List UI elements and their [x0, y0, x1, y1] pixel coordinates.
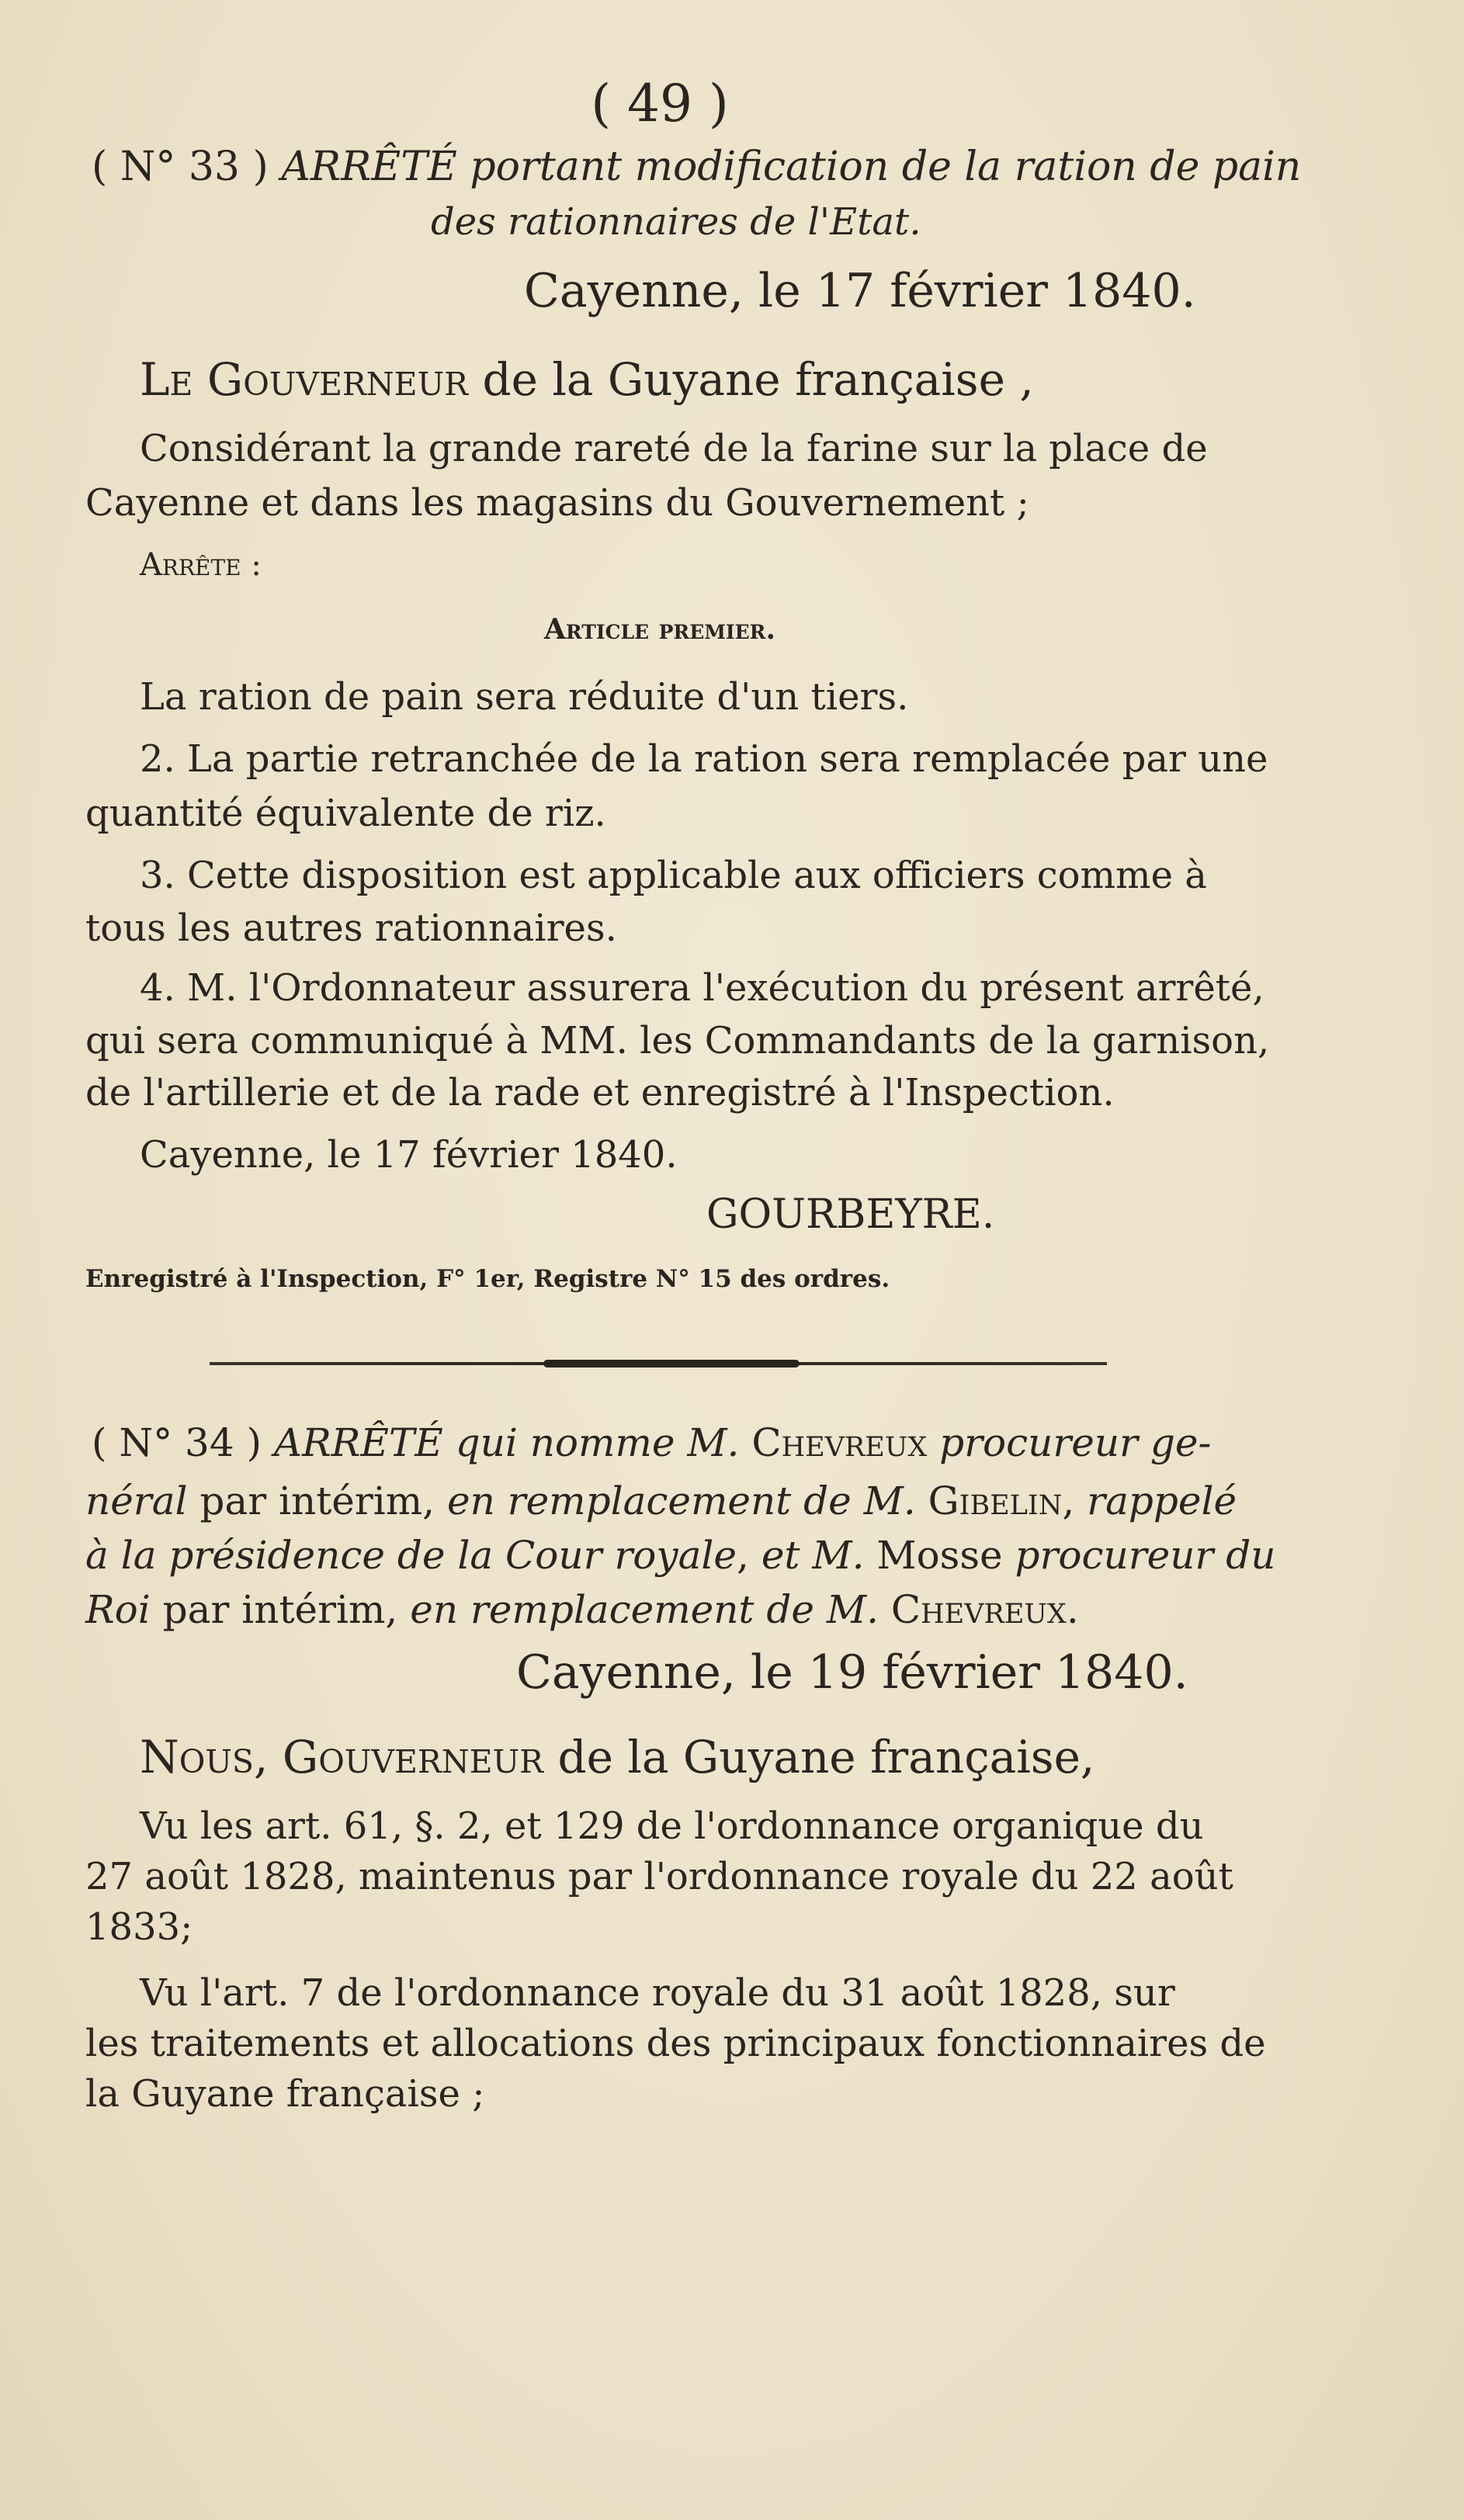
article-heading: Article premier. — [544, 613, 775, 646]
article-4-line1: 4. M. l'Ordonnateur assurera l'exécution du présent arrêté, — [140, 966, 1265, 1010]
considerant-line2: Cayenne et dans les magasins du Gouvernement ; — [85, 481, 1029, 525]
considerant-line1: Considérant la grande rareté de la farine sur la place de — [140, 427, 1208, 470]
article-4-line2: qui sera communiqué à MM. les Commandants de la garnison, — [85, 1019, 1270, 1062]
decree-33-date: Cayenne, le 17 février 1840. — [524, 264, 1196, 318]
decree-34-number: ( N° 34 ) — [92, 1420, 262, 1465]
decree-33-heading-line1 — [92, 144, 1301, 190]
arrete-label: Arrête : — [140, 547, 262, 583]
vu-1-line2: 27 août 1828, maintenus par l'ordonnance royale du 22 août — [85, 1855, 1233, 1898]
decree-34-line2: néral par intérim, en remplacement de M. Gibelin, rappelé — [85, 1478, 1237, 1523]
vu-1-line1: Vu les art. 61, §. 2, et 129 de l'ordonnance organique du — [140, 1804, 1204, 1848]
decree-34-authority: Nous, Gouverneur de la Guyane française, — [140, 1731, 1095, 1783]
decree-33-number: ( N° 33 ) — [92, 144, 269, 190]
authority-rest: de la Guyane française , — [482, 353, 1034, 406]
vu-2-line2: les traitements et allocations des principaux fonctionnaires de — [85, 2022, 1266, 2065]
article-2-line2: quantité équivalente de riz. — [85, 792, 606, 835]
vu-2-line1: Vu l'art. 7 de l'ordonnance royale du 31 août 1828, sur — [140, 1971, 1175, 2015]
vu-2-line3: la Guyane française ; — [85, 2072, 485, 2116]
article-4-line3: de l'artillerie et de la rade et enregistré à l'Inspection. — [85, 1071, 1115, 1114]
decree-34-line3: à la présidence de la Cour royale, et M. Mosse procureur du — [85, 1533, 1276, 1578]
closing-date: Cayenne, le 17 février 1840. — [140, 1133, 678, 1177]
section-divider-center — [543, 1360, 800, 1367]
decree-34-date: Cayenne, le 19 février 1840. — [516, 1645, 1188, 1700]
page-number: ( 49 ) — [591, 74, 729, 133]
vu-1-line3: 1833; — [85, 1905, 193, 1949]
decree-34-line1: ( N° 34 ) ARRÊTÉ qui nomme M. Chevreux procureur ge- — [92, 1420, 1212, 1465]
signature: GOURBEYRE. — [706, 1191, 995, 1238]
article-3-line2: tous les autres rationnaires. — [85, 906, 617, 950]
decree-34-line4: Roi par intérim, en remplacement de M. Chevreux. — [85, 1587, 1079, 1632]
article-2-line1: 2. La partie retranchée de la ration sera remplacée par une — [140, 737, 1268, 781]
decree-33-title-part1: ARRÊTÉ portant modification de la ration de pain — [281, 144, 1302, 190]
registration-note: Enregistré à l'Inspection, F° 1er, Registre N° 15 des ordres. — [85, 1265, 890, 1293]
article-3-line1: 3. Cette disposition est applicable aux officiers comme à — [140, 854, 1207, 897]
authority-title: Le Gouverneur — [140, 353, 469, 406]
decree-33-authority — [140, 353, 1034, 406]
decree-33-heading-line2: des rationnaires de l'Etat. — [431, 200, 921, 244]
article-1: La ration de pain sera réduite d'un tiers. — [140, 675, 909, 719]
